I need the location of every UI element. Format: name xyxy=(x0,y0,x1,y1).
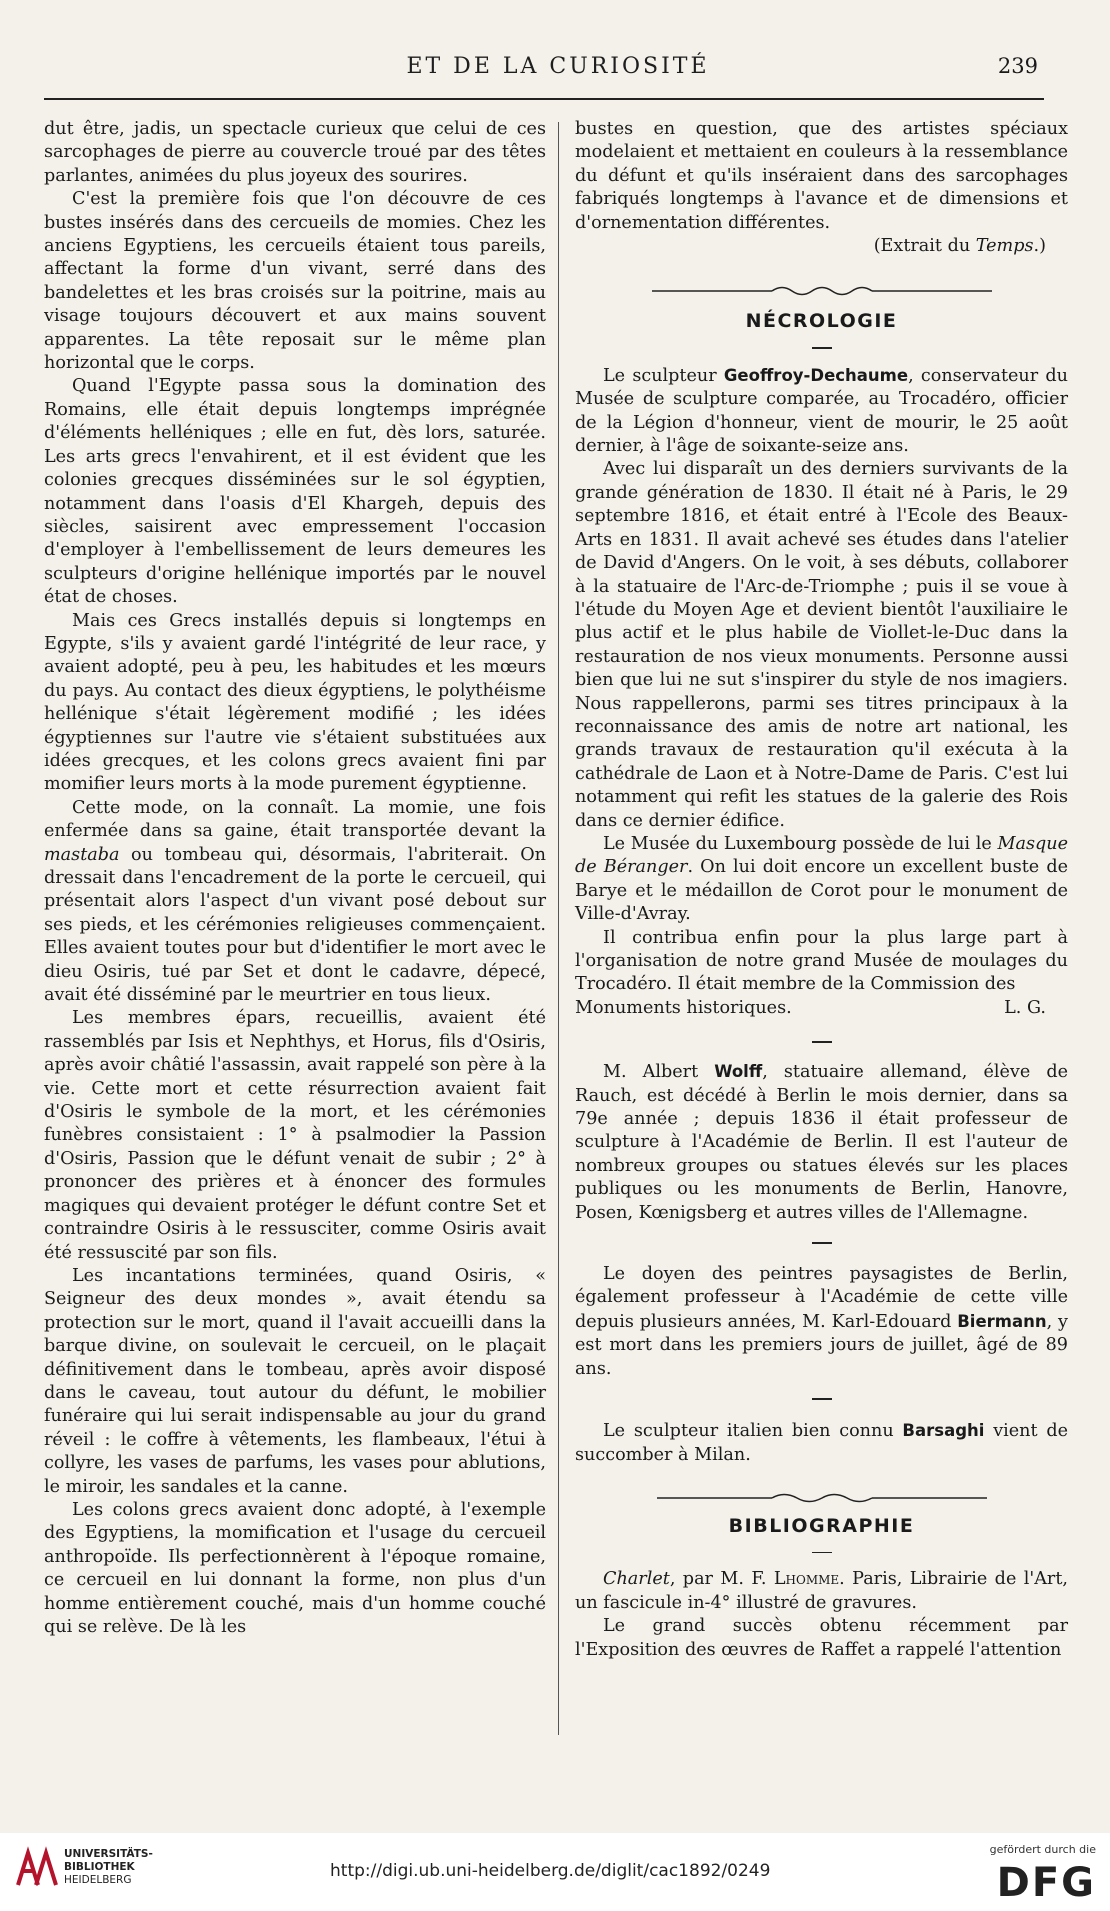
text-run: BIBLIOTHEK xyxy=(64,1861,135,1873)
person-name: Wolff xyxy=(714,1062,763,1082)
author-name: Lhomme xyxy=(773,1569,840,1590)
text-run: , statuaire allemand, élève de Rauch, est décédé à Berlin le mois dernier, dans sa 79e année ; depuis 1836 il était professeur de sculpture à l'Académie de Berlin. Il est l'auteur de nombreux groupes ou statues élevés sur les places publiques ou les monuments de Berlin, Hanovre, Posen, Kœnigsberg et autres villes de l'Allemagne. xyxy=(575,1062,1068,1223)
text-run: . Paris, Librairie de l'Art, un fascicule in-4° illustré de gravures. xyxy=(575,1569,1068,1613)
paragraph xyxy=(575,1060,1068,1225)
artwork-title: Masque de Béranger xyxy=(575,833,1068,878)
text-run: , par M. F. xyxy=(669,1569,774,1590)
footer-bar xyxy=(0,1833,1110,1911)
text-run: HEIDELBERG xyxy=(64,1874,132,1886)
paragraph xyxy=(575,364,1068,459)
paragraph xyxy=(575,1263,1068,1381)
text-run: Cette mode, on la connaît. La momie, une fois enfermée dans sa gaine, était transportée devant la xyxy=(44,797,546,842)
text-run: , conservateur du Musée de sculpture comparée, au Trocadéro, officier de la Légion d'honneur, vient de mourir, le 25 août dernier, à l'âge de soixante-seize ans. xyxy=(575,365,1068,457)
text-run: , y est mort dans les premiers jours de juillet, âgé de 89 ans. xyxy=(575,1311,1068,1379)
text-run: Le sculpteur xyxy=(603,365,724,386)
paragraph: C'est la première fois que l'on découvre de ces bustes insérés dans des cercueils de momies. Chez les anciens Egyptiens, les cercueils étaient tous pareils, affectant la forme d'un vivant, serré dans des bandelettes et les bras croisés sur la poitrine, mais au visage toujours découvert et aux mains souvent apparentes. La tête reposait sur le même plan horizontal que le corps. xyxy=(44,189,546,374)
text-run: UNIVERSITÄTS- xyxy=(64,1848,153,1860)
text-run: vient de succomber à Milan. xyxy=(575,1421,1069,1465)
paragraph: Les membres épars, recueillis, avaient été rassemblés par Isis et Nephthys, et Horus, fils d'Osiris, après avoir châtié l'assassin, avait rappelé son père à la vie. Cette mort et cette résurrection avaient fait d'Osiris le symbole de la mort, et les cérémonies funèbres consistaient : 1° à psalmodier la Passion d'Osiris, Passion que le défunt venait de subir ; 2° à prononcer des prières et à énoncer des formules magiques qui devaient protéger le défunt contre Set et contraindre Osiris à le ressusciter, comme Osiris avait été ressuscité par son fils. xyxy=(44,1008,546,1263)
permalink[interactable]: http://digi.ub.uni-heidelberg.de/diglit/cac1892/0249 xyxy=(330,1861,771,1881)
necrologie-title: NÉCROLOGIE xyxy=(745,310,898,333)
left-column xyxy=(44,118,546,1639)
text-run: Le sculpteur italien bien connu xyxy=(603,1421,903,1442)
text-run: (Extrait du xyxy=(873,236,976,257)
paragraph xyxy=(575,833,1068,927)
paragraph: Mais ces Grecs installés depuis si longtemps en Egypte, s'ils y avaient gardé l'intégrité de leur race, y avaient adopté, peu à peu, les habitudes et les mœurs du pays. Au contact des dieux égyptiens, le polythéisme hellénique s'était légèrement modifié ; les idées égyptiennes sur l'autre vie s'étaient substituées aux idées grecques, et les colons grecs avaient fini par momifier leurs morts à la mode purement égyptienne. xyxy=(44,610,546,795)
paragraph: bustes en question, que des artistes spéciaux modelaient et mettaient en couleurs à la ressemblance du défunt et qu'ils inséraient dans des sarcophages fabriqués longtemps à l'avance et de dimensions et d'ornementation différentes. xyxy=(575,119,1068,233)
paragraph: Quand l'Egypte passa sous la domination des Romains, elle était depuis longtemps imprégnée d'éléments helléniques ; elle en fut, dès lors, saturée. Les arts grecs l'envahirent, et il est évident que les colonies grecques disséminées sur le sol égyptien, notamment dans l'oasis d'El Khargeh, depuis des siècles, saisirent avec empressement l'occasion d'employer à l'embellissement de leurs demeures les sculpteurs d'origine hellénique importés par le nouvel état de choses. xyxy=(44,376,546,608)
short-rule xyxy=(575,340,1068,356)
paragraph xyxy=(44,797,546,1008)
italic-term: mastaba xyxy=(44,844,120,865)
page-header xyxy=(60,54,1056,90)
ornament-divider xyxy=(575,1489,1068,1503)
ornament-divider xyxy=(575,282,1068,296)
paragraph: dut être, jadis, un spectacle curieux que celui de ces sarcophages de pierre au couvercle troué par des têtes parlantes, animées du plus joyeux des sourires. xyxy=(44,119,546,186)
text-run: Monuments historiques. xyxy=(575,997,792,1018)
signature-line xyxy=(575,997,1068,1020)
paragraph: Les colons grecs avaient donc adopté, à l'exemple des Egyptiens, la momification et l'usage du cercueil anthropoïde. Ils perfectionnèrent à l'époque romaine, ce cercueil en lui donnant la forme, non plus d'un homme entièrement couché, mais d'un homme couché qui se relève. De là les xyxy=(44,1499,546,1637)
paragraph xyxy=(575,1568,1068,1615)
university-seal-icon xyxy=(12,1845,60,1893)
text-run: .) xyxy=(1033,236,1046,257)
book-title: Charlet xyxy=(603,1569,670,1590)
author-signature: L. G. xyxy=(1004,997,1046,1018)
source-attribution xyxy=(575,235,1068,258)
short-rule xyxy=(575,1391,1068,1407)
person-name: Barsaghi xyxy=(902,1421,985,1441)
page-number: 239 xyxy=(997,54,1038,78)
text-run: . On lui doit encore un excellent buste de Barye et le médaillon de Corot pour le monument de Ville-d'Avray. xyxy=(575,857,1068,925)
paragraph: Les incantations terminées, quand Osiris, « Seigneur des deux mondes », avait étendu sa protection sur le mort, quand il l'avait accueilli dans la barque divine, on soulevait le cercueil, on le plaçait définitivement dans le tombeau, après avoir disposé dans le caveau, tout autour du défunt, le mobilier funéraire qui lui serait indispensable au jour du grand réveil : le coffre à vêtements, les flambeaux, l'étui à collyre, les vases de parfums, les vases pour ablutions, le miroir, les sandales et la canne. xyxy=(44,1265,546,1497)
person-name: Geoffroy-Dechaume xyxy=(723,365,909,385)
paragraph: Avec lui disparaît un des derniers survivants de la grande génération de 1830. Il était né à Paris, le 29 septembre 1816, et était entré à l'Ecole des Beaux-Arts en 1831. Il avait achevé ses études dans l'atelier de David d'Angers. On le voit, à ses débuts, collaborer à la statuaire de l'Arc-de-Triomphe ; puis il se voue à l'étude du Moyen Age et devient bientôt l'auxiliaire le plus actif et le plus habile de Viollet-le-Duc dans la restauration de nos vieux monuments. Personne aussi bien que lui ne sut s'inspirer du style de nos imagiers. Nous rappellerons, parmi ses titres principaux à la reconnaissance des amis de notre art national, les grands travaux de restauration qu'il exécuta à la cathédrale de Laon et à Notre-Dame de Paris. C'est lui notamment qui refit les statues de la galerie des Rois dans ce dernier édifice. xyxy=(575,459,1068,831)
running-title: ET DE LA CURIOSITÉ xyxy=(406,54,710,79)
paragraph: Il contribua enfin pour la plus large part à l'organisation de notre grand Musée de moulages du Trocadéro. Il était membre de la Commission des xyxy=(575,927,1068,995)
paragraph: Le grand succès obtenu récemment par l'Exposition des œuvres de Raffet a rappelé l'attention xyxy=(575,1616,1068,1660)
text-run: ou tombeau qui, désormais, l'abriterait. On dressait dans l'encadrement de la porte le cercueil, qui présentait alors l'aspect d'un vivant posé debout sur ses pieds, et les cérémonies religieuses commençaient. Elles avaient toutes pour but d'identifier le mort avec le dieu Osiris, tué par Set et dont le cadavre, dépecé, avait été disséminé par le meurtrier en tous lieux. xyxy=(44,844,546,1006)
paragraph xyxy=(575,1419,1068,1467)
text-run: Le doyen des peintres paysagistes de Berlin, également professeur à l'Académie de cette ville depuis plusieurs années, M. Karl-Edouard xyxy=(575,1264,1068,1332)
short-rule xyxy=(575,1034,1068,1050)
short-rule xyxy=(575,1544,1068,1560)
funder-caption: gefördert durch die xyxy=(989,1843,1096,1856)
person-name: Biermann xyxy=(957,1311,1047,1331)
institution-name xyxy=(64,1848,153,1887)
text-run: Le Musée du Luxembourg possède de lui le xyxy=(603,833,998,854)
text-run: M. Albert xyxy=(603,1062,715,1083)
source-title: Temps xyxy=(975,236,1034,257)
column-divider xyxy=(558,122,559,1735)
bibliographie-title: BIBLIOGRAPHIE xyxy=(728,1514,915,1537)
right-column xyxy=(575,118,1068,1662)
short-rule xyxy=(575,1235,1068,1251)
dfg-logo: DFG xyxy=(996,1860,1096,1906)
header-rule xyxy=(44,98,1044,100)
